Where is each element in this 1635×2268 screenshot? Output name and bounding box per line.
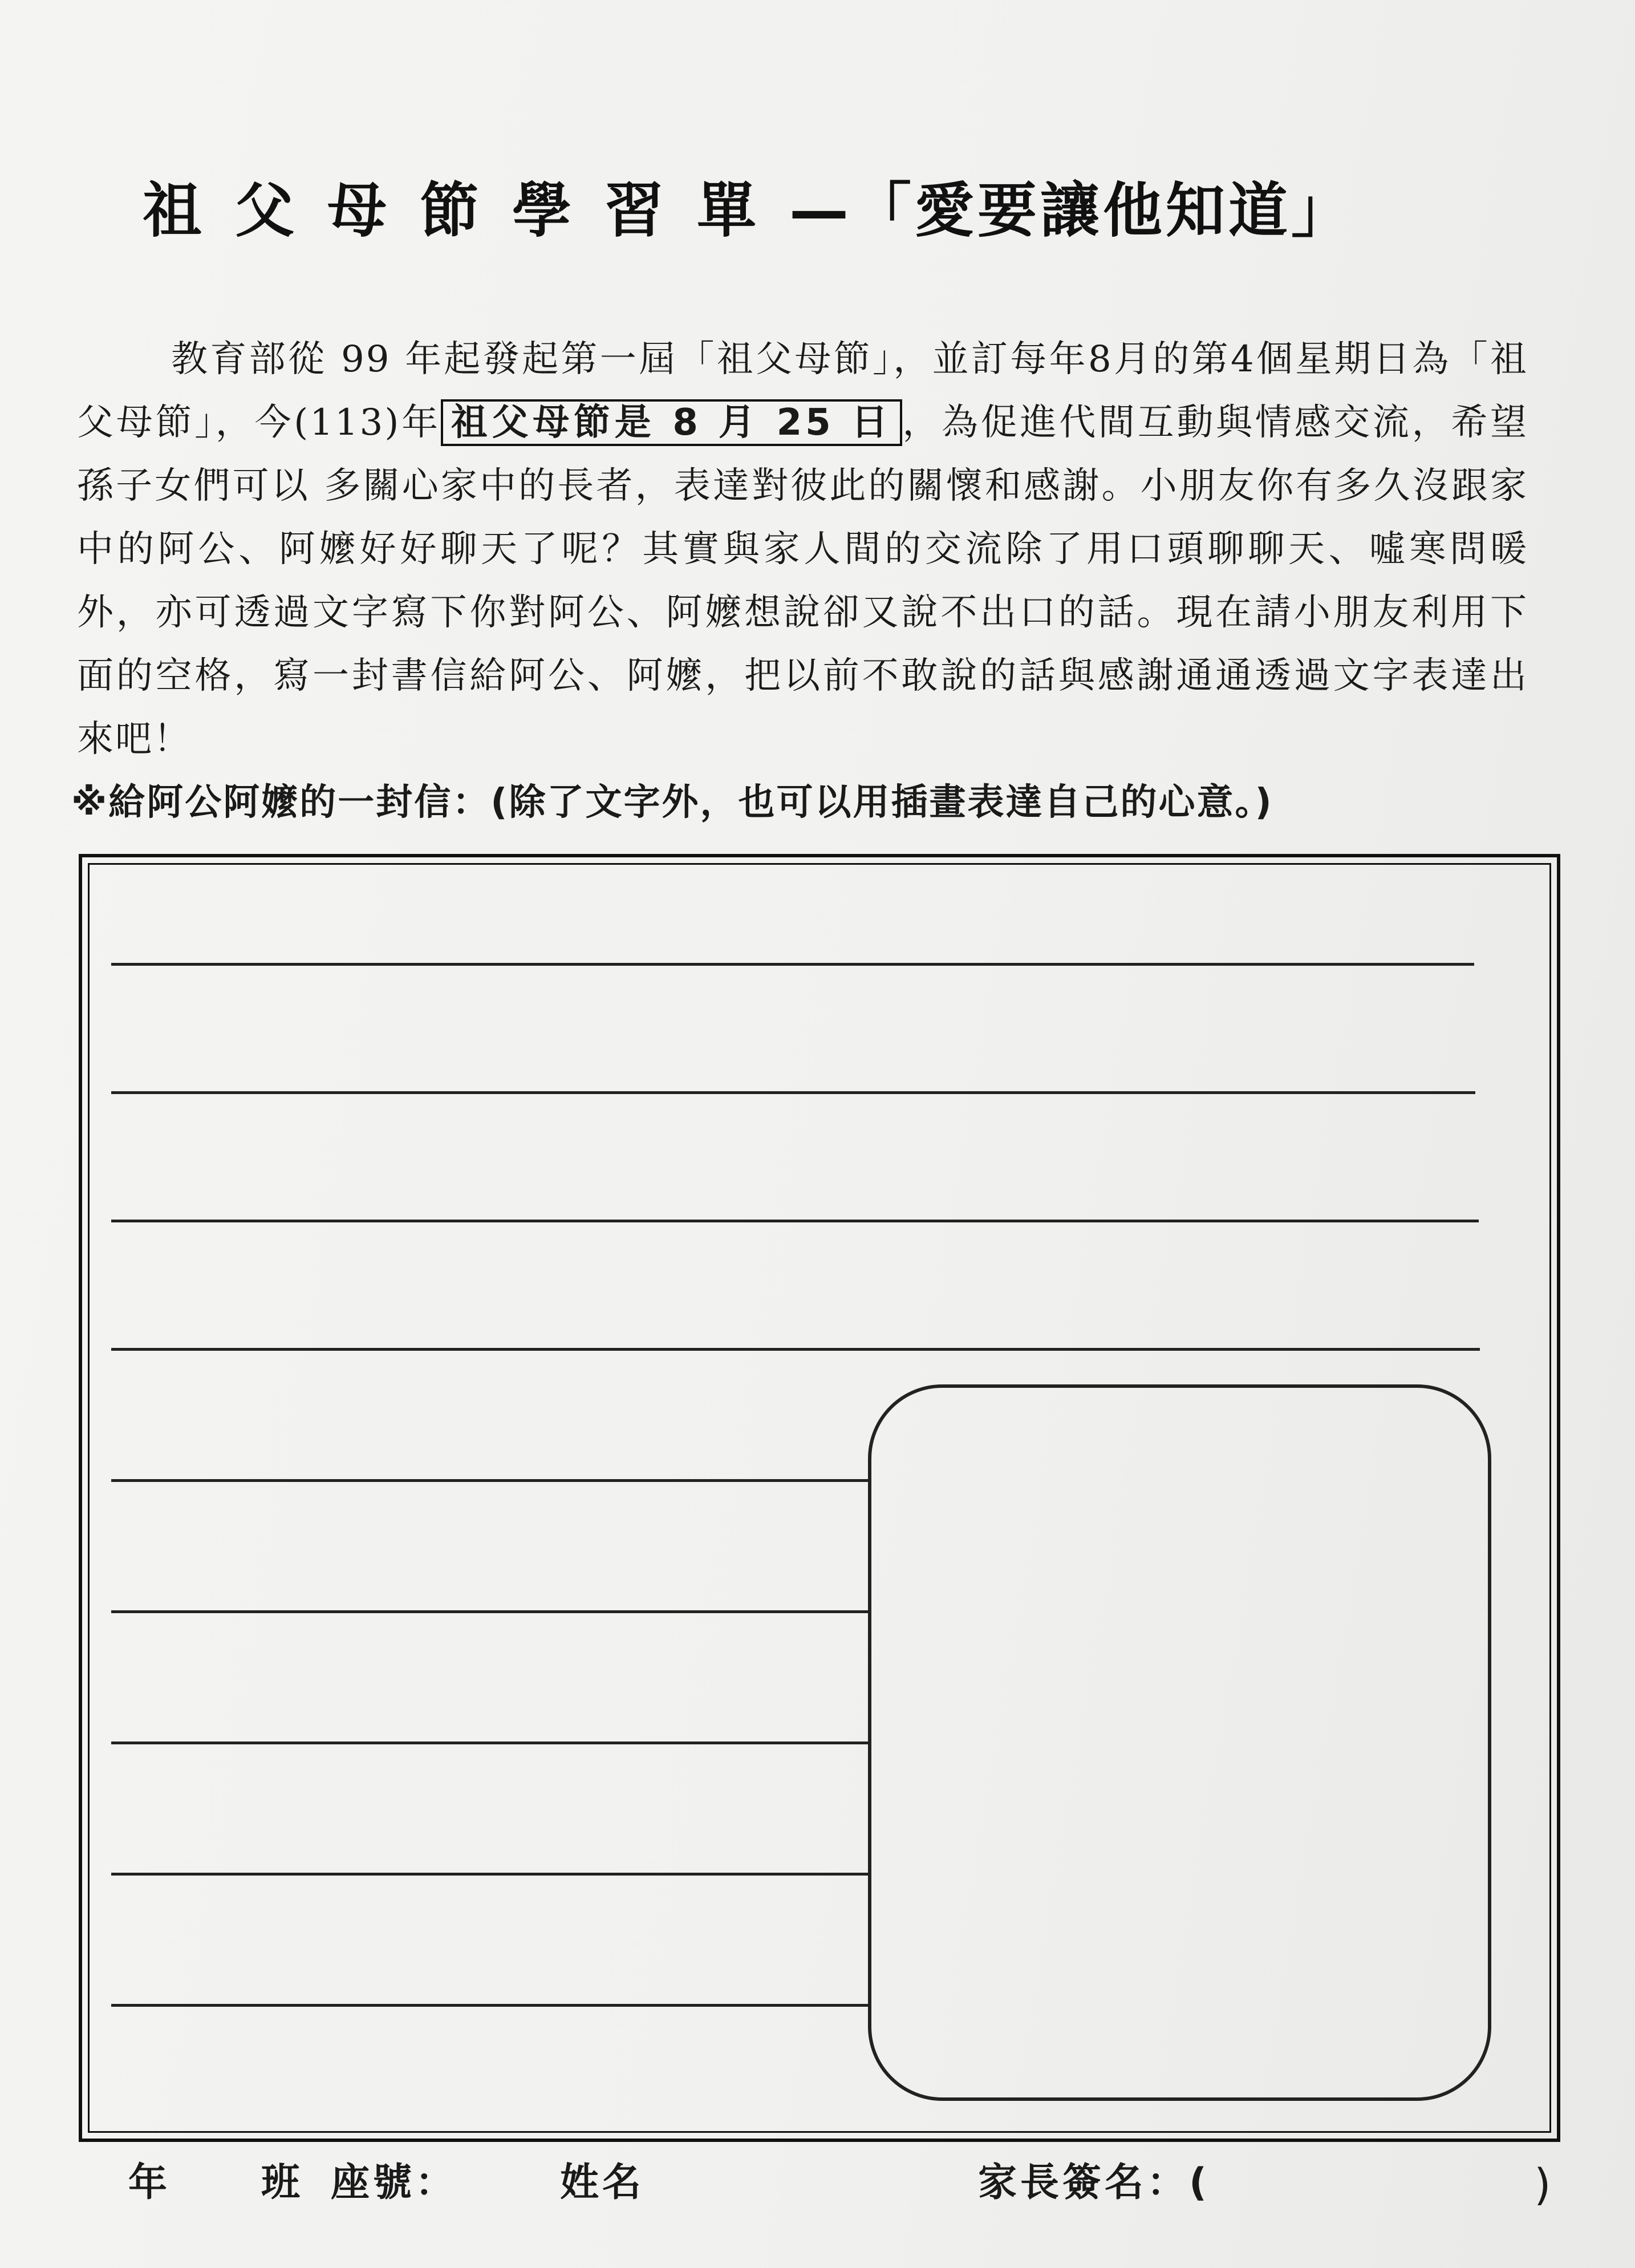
- writing-line[interactable]: [111, 2004, 870, 2007]
- writing-line[interactable]: [111, 1220, 1479, 1222]
- letter-prompt: ※給阿公阿嬤的一封信：(除了文字外，也可以用插畫表達自己的心意。): [71, 781, 1273, 824]
- page-title: [143, 163, 1568, 248]
- title-dash: —: [789, 176, 853, 245]
- footer-year-label: 年: [128, 2160, 171, 2205]
- date-highlight-box: 祖父母節是 8 月 25 日: [441, 399, 903, 446]
- writing-line[interactable]: [111, 963, 1474, 966]
- writing-line[interactable]: [111, 1742, 870, 1744]
- footer-seat-label: 座號：: [331, 2160, 458, 2205]
- title-main: 祖父母節學習單: [143, 176, 790, 245]
- writing-line[interactable]: [111, 1873, 870, 1876]
- writing-line[interactable]: [111, 1091, 1475, 1094]
- illustration-box[interactable]: [868, 1384, 1491, 2101]
- intro-paragraph: [77, 328, 1528, 771]
- footer-close-paren: ): [1534, 2159, 1551, 2210]
- intro-text-2: ，為促進代間互動與情感交流，希望孫子女們可以 多關心家中的長者，表達對彼此的關懷和感謝。小朋友你有多久沒跟家中的阿公、阿嬤好好聊天了呢？其實與家人間的交流除了用口頭聊聊天、噓寒問暖外，亦可透過文字寫下你對阿公、阿嬤想說卻又說不出口的話。現在請小朋友利用下面的空格，寫一封書信給阿公、阿嬤，把以前不敢說的話與感謝通通透過文字表達出來吧！: [77, 402, 1529, 760]
- intro-text-1: 教育部從 99 年起發起第一屆「祖父母節」，並訂每年8月的第4個星期日為「祖父母節」，今(113)年: [77, 338, 1528, 444]
- footer-parent-signature-label: 家長簽名：(: [978, 2160, 1211, 2205]
- writing-line[interactable]: [111, 1610, 870, 1613]
- footer-class-label: 班: [261, 2160, 304, 2205]
- title-subtitle: 「愛要讓他知道」: [852, 176, 1354, 245]
- writing-line[interactable]: [111, 1479, 870, 1482]
- writing-line[interactable]: [111, 1348, 1480, 1351]
- footer-name-label: 姓名: [560, 2160, 645, 2205]
